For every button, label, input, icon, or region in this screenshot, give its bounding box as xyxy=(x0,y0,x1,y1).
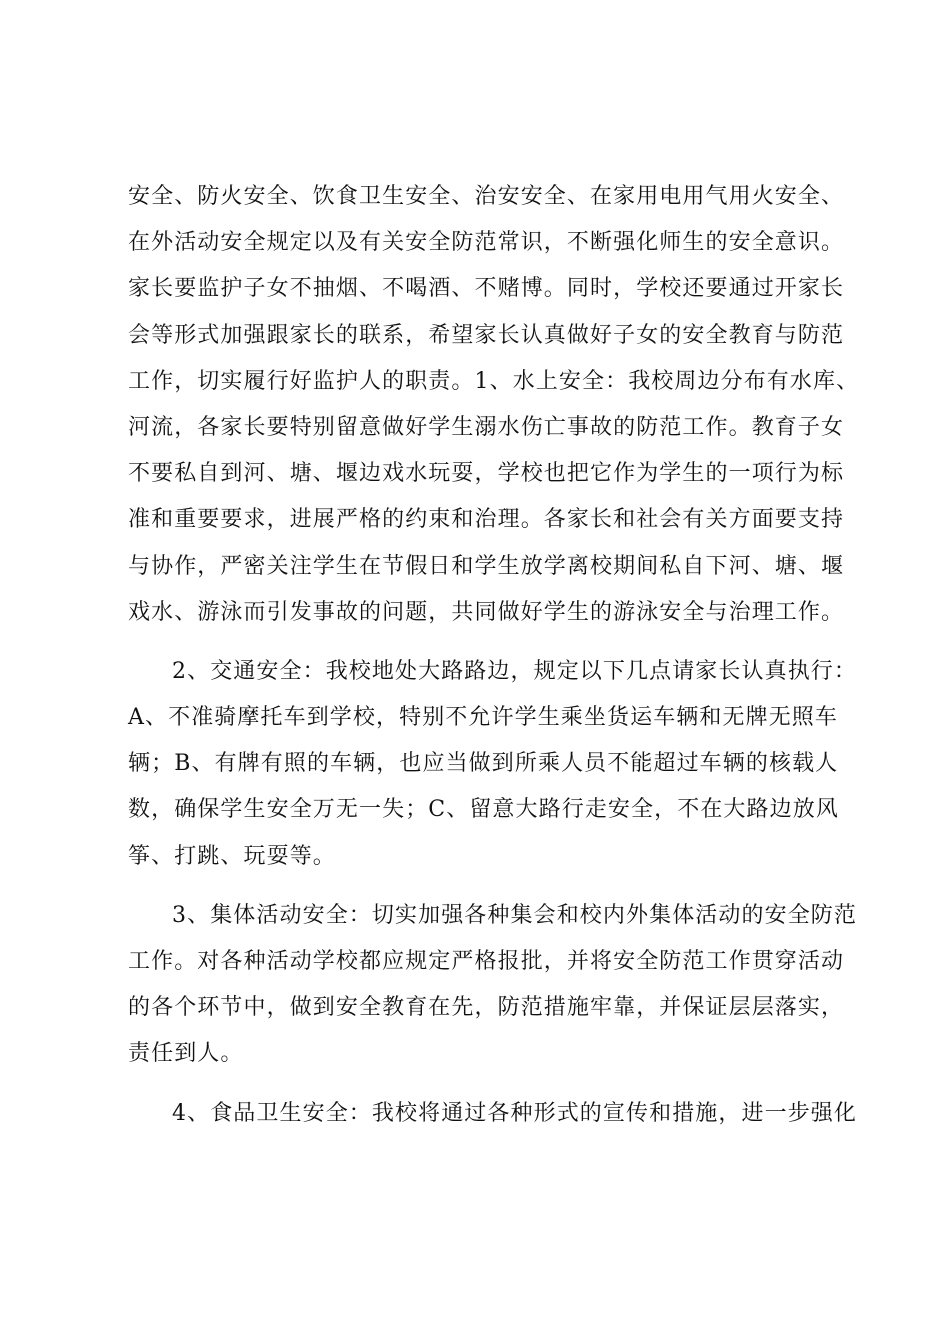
paragraph-group-activity-safety xyxy=(128,893,857,1078)
text-line: 戏水、游泳而引发事故的问题，共同做好学生的游泳安全与治理工作。 xyxy=(128,599,845,625)
text-line: 与协作，严密关注学生在节假日和学生放学离校期间私自下河、塘、堰 xyxy=(128,553,845,579)
paragraph-food-safety xyxy=(128,1091,857,1137)
document-body xyxy=(128,174,860,1137)
text-line: 的各个环节中，做到安全教育在先，防范措施牢靠，并保证层层落实， xyxy=(128,995,845,1021)
text-line: 河流，各家长要特别留意做好学生溺水伤亡事故的防范工作。教育子女 xyxy=(128,414,845,440)
text-line: 会等形式加强跟家长的联系，希望家长认真做好子女的安全教育与防范 xyxy=(128,322,845,348)
text-line: 工作，切实履行好监护人的职责。1、水上安全：我校周边分布有水库、 xyxy=(128,368,860,394)
text-line: 4、食品卫生安全：我校将通过各种形式的宣传和措施，进一步强化 xyxy=(172,1100,857,1126)
text-line: 安全、防火安全、饮食卫生安全、治安安全、在家用电用气用火安全、 xyxy=(128,184,845,209)
text-line: 准和重要要求，进展严格的约束和治理。各家长和社会有关方面要支持 xyxy=(128,507,845,533)
paragraph-traffic-safety xyxy=(128,649,857,880)
text-line: 辆；B、有牌有照的车辆，也应当做到所乘人员不能超过车辆的核载人 xyxy=(128,751,839,777)
paragraph-gap xyxy=(128,1078,828,1091)
text-line: 2、交通安全：我校地处大路路边，规定以下几点请家长认真执行： xyxy=(172,658,857,684)
text-line: 责任到人。 xyxy=(128,1041,244,1067)
text-line: 数，确保学生安全万无一失；C、留意大路行走安全，不在大路边放风 xyxy=(128,797,839,823)
text-line: 家长要监护子女不抽烟、不喝酒、不赌博。同时，学校还要通过开家长 xyxy=(128,276,845,302)
paragraph-safety-education xyxy=(128,174,860,636)
text-line: A、不准骑摩托车到学校，特别不允许学生乘坐货运车辆和无牌无照车 xyxy=(128,705,838,731)
text-line: 筝、打跳、玩耍等。 xyxy=(128,843,336,869)
paragraph-gap xyxy=(128,636,828,649)
paragraph-gap xyxy=(128,880,828,893)
text-line: 3、集体活动安全：切实加强各种集会和校内外集体活动的安全防范 xyxy=(172,902,857,928)
text-line: 工作。对各种活动学校都应规定严格报批，并将安全防范工作贯穿活动 xyxy=(128,949,845,974)
text-line: 在外活动安全规定以及有关安全防范常识，不断强化师生的安全意识。 xyxy=(128,230,845,256)
text-line: 不要私自到河、塘、堰边戏水玩耍，学校也把它作为学生的一项行为标 xyxy=(128,461,845,487)
